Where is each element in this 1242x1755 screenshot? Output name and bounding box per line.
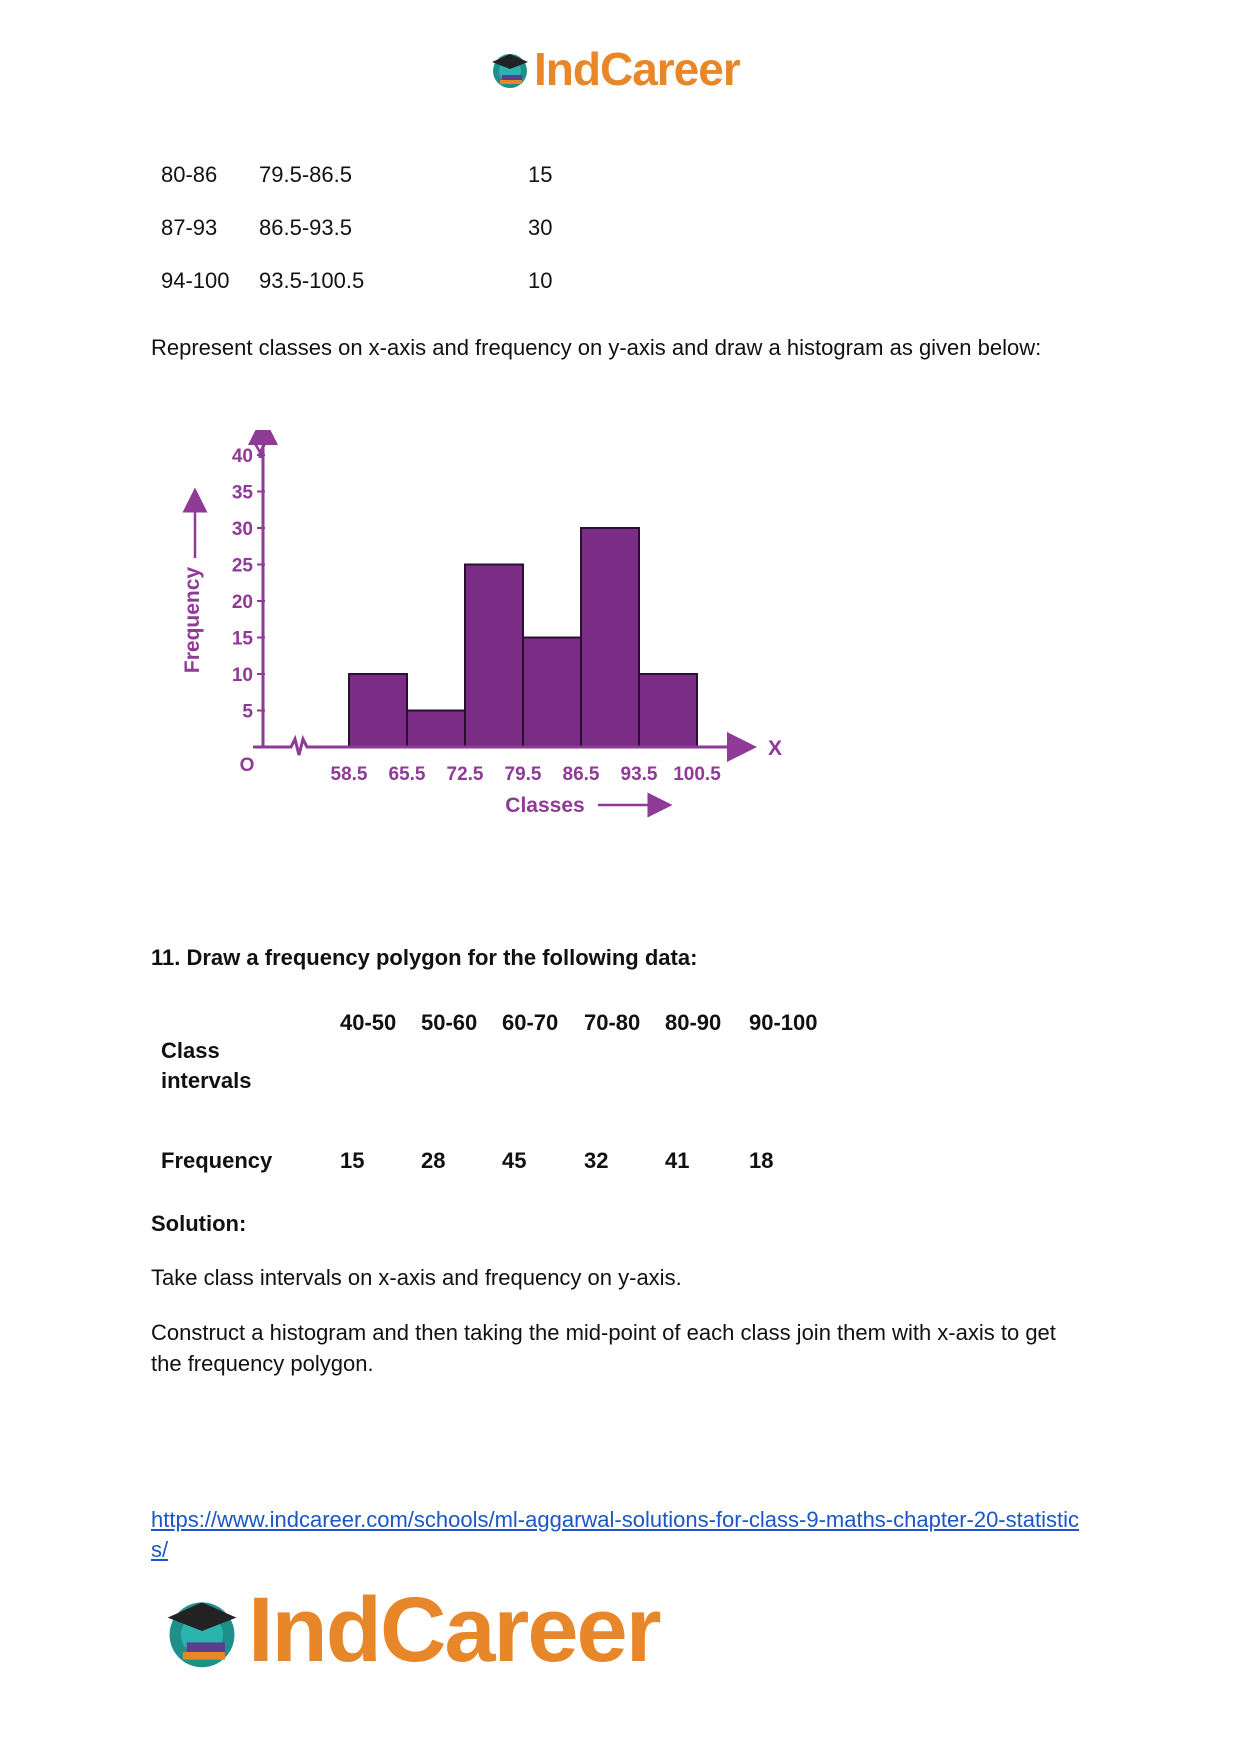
- origin-label: O: [239, 755, 255, 776]
- footer-logo: [160, 1578, 660, 1683]
- frequency-value: 15: [340, 1148, 365, 1173]
- class-frequency: 30: [528, 215, 553, 240]
- solution-line-1: Take class intervals on x-axis and frequency on y-axis.: [151, 1265, 682, 1290]
- graduation-globe-icon: [160, 1589, 244, 1673]
- y-tick-label: 30: [231, 519, 253, 540]
- y-tick-label: 20: [231, 592, 253, 613]
- header-logo: [488, 42, 740, 96]
- histogram-bar: [349, 674, 407, 747]
- y-tick-label: 35: [231, 482, 253, 504]
- x-tick-label: 72.5: [446, 764, 484, 785]
- graduation-globe-icon: [488, 47, 532, 91]
- x-axis-label: Classes: [505, 794, 585, 817]
- x-tick-label: 93.5: [620, 764, 658, 785]
- solution-heading: Solution:: [151, 1211, 247, 1236]
- histogram-bar: [523, 638, 581, 748]
- interval-header: 70-80: [584, 1010, 641, 1035]
- footer-logo-text: IndCareer: [248, 1579, 660, 1681]
- class-limits: 87-93: [161, 215, 218, 240]
- row-label-class: Class: [161, 1038, 220, 1063]
- class-boundaries: 93.5-100.5: [259, 268, 365, 293]
- y-tick-label: 10: [231, 665, 253, 686]
- frequency-value: 45: [502, 1148, 527, 1173]
- frequency-value: 41: [665, 1148, 690, 1173]
- solution-line-2: Construct a histogram and then taking the mid-point of each class join them with x-axis to get the frequency polygon.: [151, 1320, 1056, 1376]
- frequency-value: 18: [749, 1148, 774, 1173]
- row-label-frequency: Frequency: [161, 1148, 273, 1173]
- y-tick-label: 5: [242, 701, 253, 723]
- source-link[interactable]: https://www.indcareer.com/schools/ml-aggarwal-solutions-for-class-9-maths-chapter-20-statistics/: [151, 1507, 1079, 1562]
- histogram-bar: [581, 528, 639, 747]
- histogram-bar: [407, 711, 465, 748]
- class-boundaries: 86.5-93.5: [259, 215, 352, 240]
- frequency-value: 32: [584, 1148, 609, 1173]
- question-title: 11. Draw a frequency polygon for the following data:: [151, 945, 698, 970]
- x-tick-label: 79.5: [504, 764, 542, 785]
- x-tick-label: 65.5: [388, 764, 426, 785]
- class-frequency: 10: [528, 268, 553, 293]
- histogram-chart: [170, 430, 830, 910]
- interval-header: 80-90: [665, 1010, 722, 1035]
- y-axis-letter: Y: [252, 440, 268, 463]
- x-tick-label: 100.5: [673, 764, 721, 785]
- class-limits: 80-86: [161, 162, 218, 187]
- x-axis-letter: X: [767, 737, 783, 760]
- class-limits: 94-100: [161, 268, 230, 293]
- y-tick-label: 25: [231, 555, 253, 577]
- x-tick-label: 86.5: [562, 764, 600, 785]
- y-tick-label: 40: [231, 446, 253, 467]
- interval-header: 40-50: [340, 1010, 397, 1035]
- interval-header: 60-70: [502, 1010, 559, 1035]
- interval-header: 90-100: [749, 1010, 818, 1035]
- y-axis-label: Frequency: [181, 566, 204, 674]
- y-tick-label: 15: [231, 628, 253, 650]
- row-label-intervals: intervals: [161, 1068, 252, 1093]
- class-boundaries: 79.5-86.5: [259, 162, 352, 187]
- x-tick-label: 58.5: [330, 764, 368, 785]
- header-logo-text: IndCareer: [534, 43, 740, 95]
- frequency-value: 28: [421, 1148, 446, 1173]
- class-frequency: 15: [528, 162, 553, 187]
- histogram-bar: [465, 565, 523, 748]
- instruction-text: Represent classes on x-axis and frequency on y-axis and draw a histogram as given below:: [151, 335, 1042, 360]
- histogram-bar: [639, 674, 697, 747]
- interval-header: 50-60: [421, 1010, 478, 1035]
